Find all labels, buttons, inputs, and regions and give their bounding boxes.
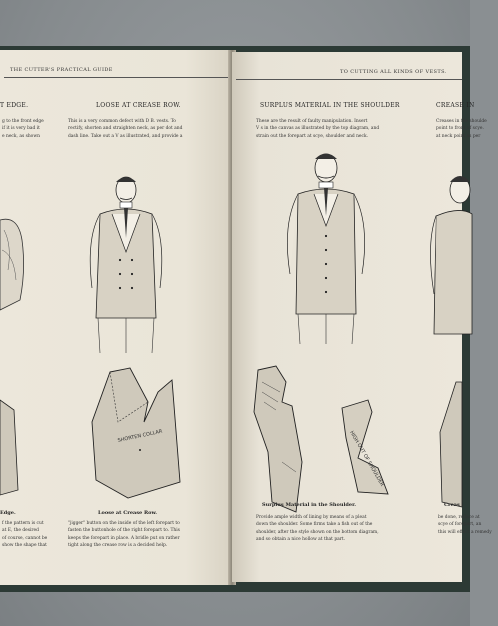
- shoulder-pattern-diagram: [338, 398, 398, 498]
- man-single-breasted-vest-illustration: [284, 144, 368, 344]
- left-page: [0, 50, 232, 585]
- left-col2-text: This is a very common defect with D B. vests. To rectify, shorten and straighten neck, as per dot and dash line. Take out a V as illustrated, and provide a: [68, 119, 183, 139]
- man-double-breasted-vest-illustration: [86, 168, 166, 353]
- left-running-head: THE CUTTER'S PRACTICAL GUIDE: [10, 67, 113, 73]
- right-col1-heading: SURPLUS MATERIAL IN THE SHOULDER: [260, 102, 400, 109]
- shorten-collar-label: SHORTEN COLLAR: [117, 428, 163, 444]
- right-running-head: TO CUTTING ALL KINDS OF VESTS.: [340, 69, 447, 75]
- forepart-pattern-diagram: [252, 362, 324, 518]
- right-col1-text: These are the result of faulty manipulation. Insert V s in the canvas as illustrated by the top diagram, and strain out the forepart at scye, shoulder and neck.: [256, 119, 380, 139]
- right-col2-text: Creases in the shoulde point to front of scye. at neck point as per: [436, 119, 487, 139]
- left-col1-caption: Edge.: [0, 510, 16, 516]
- header-rule-right: [236, 79, 462, 80]
- left-col2-bottom-text: "jigger" button on the inside of the left forepart to fasten the buttonhole of the right forepart to. This keeps the forepart in place. A bridle put on rather tight along the crease row is a decided help.: [68, 521, 180, 549]
- vest-forepart-pattern-diagram: [88, 362, 184, 502]
- right-col2-bottom-text: be done, reduce at scye of forepart, an this will effect a remedy: [438, 515, 492, 535]
- right-col1-bottom-text: Provide ample width of lining by means of a pleat down the shoulder. Some firms take a fish out of the shoulder, after the style shown on the bottom diagram, and so obtain a nice hollow at that part.: [256, 515, 379, 543]
- right-page: [232, 52, 492, 582]
- right-col1-caption: Surplus Material in the Shoulder.: [262, 502, 356, 508]
- left-col2-heading: LOOSE AT CREASE ROW.: [96, 102, 181, 109]
- partial-pattern-diagram-right: [436, 382, 462, 512]
- partial-man-illustration: [432, 164, 462, 354]
- right-col2-heading: CREASE IN: [436, 102, 475, 109]
- right-col2-caption: Creas: [444, 502, 460, 508]
- partial-figure-illustration: [0, 200, 30, 320]
- left-col1-bottom-text: f the pattern is cut at E, the desired of course, cannot be show the shape that: [2, 521, 48, 549]
- left-col1-heading: T EDGE.: [0, 102, 29, 109]
- high-out-of-shoulder-label: HIGH OUT OF SHOULDER: [348, 430, 385, 488]
- partial-pattern-diagram: [0, 400, 22, 500]
- left-col2-caption: Loose at Crease Row.: [98, 510, 158, 516]
- left-col1-text: g to the front edge if it is very bad it e neck, as shown: [2, 119, 44, 139]
- header-rule: [4, 77, 228, 78]
